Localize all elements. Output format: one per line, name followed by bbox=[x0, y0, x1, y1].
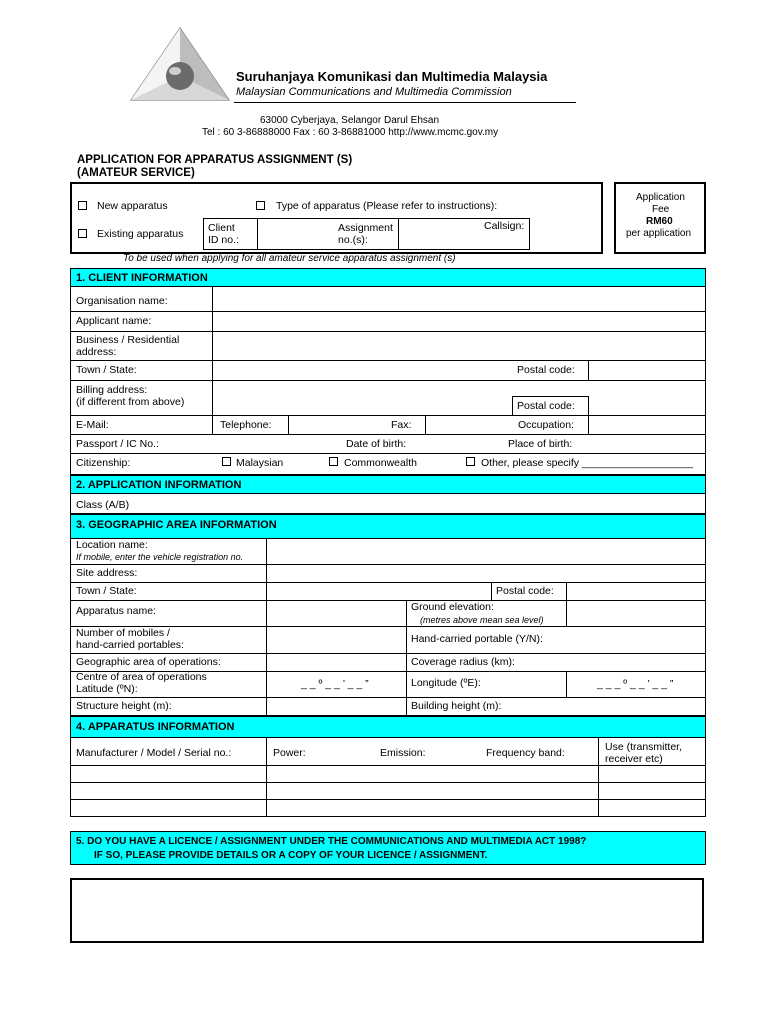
section3-title: 3. GEOGRAPHIC AREA INFORMATION bbox=[76, 519, 277, 531]
telephone-label: Telephone: bbox=[220, 419, 272, 431]
form-title: APPLICATION FOR APPARATUS ASSIGNMENT (S) bbox=[77, 154, 353, 166]
ground-elevation-note: (metres above mean sea level) bbox=[420, 615, 544, 625]
org-name: Suruhanjaya Komunikasi dan Multimedia Malaysia bbox=[236, 69, 548, 84]
new-apparatus-checkbox[interactable] bbox=[78, 201, 87, 210]
usage-note: To be used when applying for all amateur service apparatus assignment (s) bbox=[123, 253, 456, 264]
s1-row-line bbox=[70, 434, 706, 435]
emission-label: Emission: bbox=[380, 747, 426, 759]
s1-row-line bbox=[70, 311, 706, 312]
malaysian-label: Malaysian bbox=[236, 457, 284, 469]
s1-col-line bbox=[288, 415, 289, 434]
section5-question: 5. DO YOU HAVE A LICENCE / ASSIGNMENT UNDER THE COMMUNICATIONS AND MULTIMEDIA ACT 1998? bbox=[76, 836, 587, 847]
s3-row-line bbox=[70, 600, 706, 601]
s1-row-line bbox=[70, 380, 706, 381]
billing-postal-label: Postal code: bbox=[517, 400, 575, 412]
assignment-no-label-2: no.(s): bbox=[338, 234, 368, 246]
town-state-label: Town / State: bbox=[76, 364, 137, 376]
business-address-label-2: address: bbox=[76, 346, 117, 358]
building-height-label: Building height (m): bbox=[411, 700, 502, 712]
mobiles-label: Number of mobiles / bbox=[76, 627, 170, 639]
s1-col-line bbox=[588, 396, 589, 434]
s1-row-line bbox=[70, 360, 706, 361]
s4-row-line bbox=[70, 765, 706, 766]
s1-row-line bbox=[70, 331, 706, 332]
licence-details-field[interactable] bbox=[70, 878, 704, 943]
s3-col-line bbox=[406, 600, 407, 716]
s1-row-line bbox=[512, 396, 588, 397]
billing-address-label-2: (if different from above) bbox=[76, 396, 185, 408]
latitude-label: Latitude (ºN): bbox=[76, 683, 138, 695]
s4-col-line bbox=[266, 738, 267, 817]
geo-area-label: Geographic area of operations: bbox=[76, 656, 221, 668]
fee-label-4: per application bbox=[626, 228, 692, 239]
s3-row-line bbox=[70, 582, 706, 583]
coverage-radius-label: Coverage radius (km): bbox=[411, 656, 515, 668]
postal-code-label-3: Postal code: bbox=[496, 585, 554, 597]
ground-elevation-label: Ground elevation: bbox=[411, 601, 494, 613]
business-address-label: Business / Residential bbox=[76, 334, 180, 346]
header-divider bbox=[234, 102, 576, 103]
s1-row-line bbox=[70, 415, 706, 416]
applicant-label: Applicant name: bbox=[76, 315, 152, 327]
billing-address-label: Billing address: bbox=[76, 384, 148, 396]
malaysian-checkbox[interactable] bbox=[222, 457, 231, 466]
other-label: Other, please specify ___________________ bbox=[481, 457, 693, 469]
apparatus-name-label: Apparatus name: bbox=[76, 605, 156, 617]
fee-label-1: Application bbox=[636, 192, 685, 203]
location-note: If mobile, enter the vehicle registration no. bbox=[76, 552, 244, 562]
class-label: Class (A/B) bbox=[76, 499, 130, 511]
section4-title: 4. APPARATUS INFORMATION bbox=[76, 721, 235, 733]
organisation-label: Organisation name: bbox=[76, 295, 168, 307]
s3-row-line bbox=[70, 564, 706, 565]
commonwealth-checkbox[interactable] bbox=[329, 457, 338, 466]
email-label: E-Mail: bbox=[76, 419, 109, 431]
pob-label: Place of birth: bbox=[508, 438, 573, 450]
type-of-apparatus-checkbox[interactable] bbox=[256, 201, 265, 210]
fee-label-2: Fee bbox=[652, 204, 670, 215]
s3-col-line bbox=[566, 582, 567, 626]
client-id-label-2: ID no.: bbox=[208, 234, 239, 246]
citizenship-label: Citizenship: bbox=[76, 457, 131, 469]
power-label: Power: bbox=[273, 747, 306, 759]
mcmc-logo bbox=[128, 26, 232, 104]
section1-title: 1. CLIENT INFORMATION bbox=[76, 272, 208, 284]
fax-label: Fax: bbox=[391, 419, 412, 431]
s4-col-line bbox=[598, 738, 599, 817]
centre-area-label: Centre of area of operations bbox=[76, 671, 207, 683]
s1-col-line bbox=[425, 415, 426, 434]
address: 63000 Cyberjaya, Selangor Darul Ehsan bbox=[260, 115, 439, 126]
s4-row-line bbox=[70, 799, 706, 800]
s3-col-line bbox=[491, 582, 492, 600]
dob-label: Date of birth: bbox=[346, 438, 407, 450]
s4-row-line bbox=[70, 782, 706, 783]
type-of-apparatus-label: Type of apparatus (Please refer to instructions): bbox=[276, 200, 498, 212]
mobiles-label-2: hand-carried portables: bbox=[76, 639, 184, 651]
structure-height-label: Structure height (m): bbox=[76, 700, 172, 712]
site-address-label: Site address: bbox=[76, 567, 138, 579]
occupation-label: Occupation: bbox=[518, 419, 575, 431]
location-label: Location name: bbox=[76, 539, 148, 551]
manufacturer-label: Manufacturer / Model / Serial no.: bbox=[76, 747, 232, 759]
s1-row-line bbox=[70, 453, 706, 454]
other-checkbox[interactable] bbox=[466, 457, 475, 466]
latitude-format: _ _ º _ _ ’ _ _ ” bbox=[301, 678, 369, 690]
fee-amount: RM60 bbox=[646, 216, 673, 227]
longitude-label: Longitude (ºE): bbox=[411, 677, 481, 689]
section5-instruction: IF SO, PLEASE PROVIDE DETAILS OR A COPY OF YOUR LICENCE / ASSIGNMENT. bbox=[94, 850, 488, 861]
contact-line: Tel : 60 3-86888000 Fax : 60 3-86881000 http://www.mcmc.gov.my bbox=[202, 127, 499, 138]
s1-col-line bbox=[212, 287, 213, 434]
s3-row-line bbox=[70, 697, 706, 698]
existing-apparatus-label: Existing apparatus bbox=[97, 228, 184, 240]
callsign-label: Callsign: bbox=[484, 220, 525, 232]
use-label: Use (transmitter, bbox=[605, 741, 683, 753]
s3-row-line bbox=[70, 653, 706, 654]
s3-col-line bbox=[266, 539, 267, 716]
longitude-format: _ _ _ º _ _ ’ _ _ ” bbox=[597, 678, 674, 690]
postal-code-label: Postal code: bbox=[517, 364, 575, 376]
town-state-label-3: Town / State: bbox=[76, 585, 137, 597]
existing-apparatus-checkbox[interactable] bbox=[78, 229, 87, 238]
form-subtitle: (AMATEUR SERVICE) bbox=[77, 167, 195, 179]
s3-col-line bbox=[566, 671, 567, 697]
hand-carried-label: Hand-carried portable (Y/N): bbox=[411, 633, 543, 645]
s1-col-line bbox=[588, 360, 589, 380]
section2-title: 2. APPLICATION INFORMATION bbox=[76, 479, 242, 491]
frequency-band-label: Frequency band: bbox=[486, 747, 565, 759]
client-id-label: Client bbox=[208, 222, 235, 234]
use-label-2: receiver etc) bbox=[605, 753, 663, 765]
s1-col-line bbox=[512, 396, 513, 415]
org-name-en: Malaysian Communications and Multimedia Commission bbox=[236, 86, 512, 98]
assignment-no-label: Assignment bbox=[338, 222, 393, 234]
passport-label: Passport / IC No.: bbox=[76, 438, 159, 450]
commonwealth-label: Commonwealth bbox=[344, 457, 417, 469]
new-apparatus-label: New apparatus bbox=[97, 200, 168, 212]
